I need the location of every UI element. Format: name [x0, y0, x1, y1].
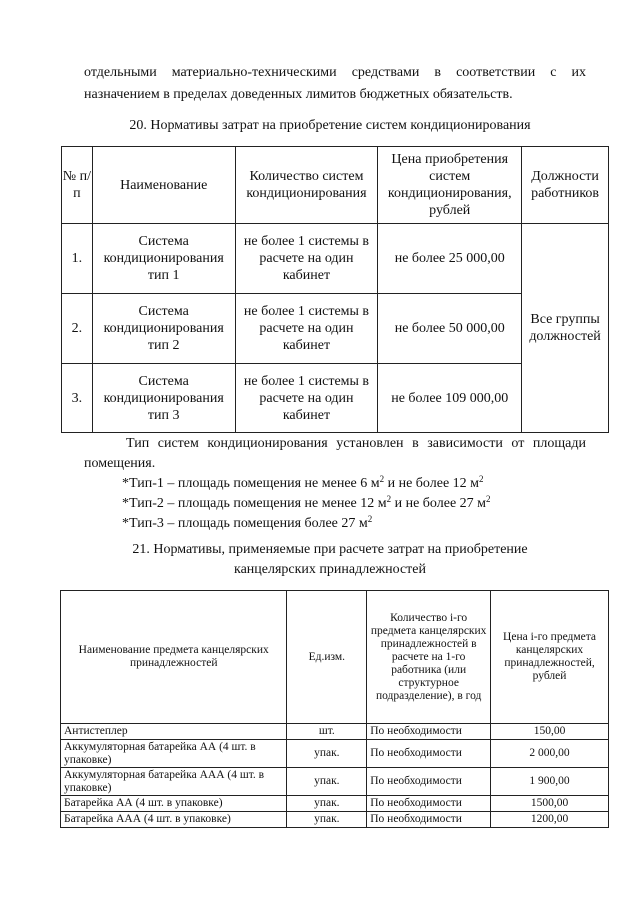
- row-price: не более 25 000,00: [378, 224, 522, 294]
- row-price: не более 50 000,00: [378, 294, 522, 364]
- section-21-title: 21. Нормативы, применяемые при расчете затрат на приобретение канцелярских принадлежностей: [132, 542, 528, 577]
- item-qty: По необходимости: [367, 812, 491, 828]
- header-price: Цена приобретения систем кондиционирования, рублей: [378, 147, 522, 224]
- item-qty: По необходимости: [367, 768, 491, 796]
- header-num: № п/п: [62, 147, 93, 224]
- item-qty: По необходимости: [367, 740, 491, 768]
- header-quantity: Количество i-го предмета канцелярских принадлежностей в расчете на 1-го работника (или структурное подразделение), в год: [367, 591, 491, 724]
- row-num: 3.: [62, 364, 93, 433]
- header-qty: Количество систем кондиционирования: [235, 147, 378, 224]
- item-price: 1200,00: [491, 812, 609, 828]
- row-qty: не более 1 системы в расчете на один кабинет: [235, 224, 378, 294]
- type-1-line: *Тип-1 – площадь помещения не менее 6 $м^2$ и не более 12 $м^2$: [122, 474, 484, 491]
- item-name: Аккумуляторная батарейка АА (4 шт. в упаковке): [61, 740, 287, 768]
- table-row: [61, 768, 609, 796]
- table-header-row: [61, 591, 609, 724]
- row-name: Система кондиционирования тип 3: [92, 364, 235, 433]
- item-unit: шт.: [287, 724, 367, 740]
- item-unit: упак.: [287, 796, 367, 812]
- note-line-1: Тип систем кондиционирования установлен в зависимости от площади: [126, 436, 586, 451]
- section-20-title: 20. Нормативы затрат на приобретение систем кондиционирования: [129, 118, 531, 133]
- header-item-name: Наименование предмета канцелярских принадлежностей: [61, 591, 287, 724]
- air-conditioning-table: [61, 146, 609, 433]
- item-price: 1 900,00: [491, 768, 609, 796]
- table-header-row: [62, 147, 609, 224]
- row-price: не более 109 000,00: [378, 364, 522, 433]
- item-unit: упак.: [287, 740, 367, 768]
- table-row: [62, 224, 609, 294]
- row-qty: не более 1 системы в расчете на один кабинет: [235, 294, 378, 364]
- types-note: [84, 434, 586, 534]
- row-num: 2.: [62, 294, 93, 364]
- item-qty: По необходимости: [367, 724, 491, 740]
- item-price: 2 000,00: [491, 740, 609, 768]
- stationery-table: [60, 590, 609, 828]
- note-line-2: помещения.: [84, 456, 156, 471]
- intro-line-1: отдельными материально-техническими средствами в соответствии с их: [84, 65, 586, 80]
- intro-paragraph: [84, 62, 586, 106]
- item-unit: упак.: [287, 768, 367, 796]
- row-name: Система кондиционирования тип 2: [92, 294, 235, 364]
- row-name: Система кондиционирования тип 1: [92, 224, 235, 294]
- item-price: 150,00: [491, 724, 609, 740]
- table-row: [61, 740, 609, 768]
- item-name: Батарейка АА (4 шт. в упаковке): [61, 796, 287, 812]
- item-qty: По необходимости: [367, 796, 491, 812]
- table-row: [61, 724, 609, 740]
- header-price: Цена i-го предмета канцелярских принадлежностей, рублей: [491, 591, 609, 724]
- type-3-line: *Тип-3 – площадь помещения более 27 $м^2$: [122, 514, 373, 531]
- table-row: [61, 796, 609, 812]
- type-2-line: *Тип-2 – площадь помещения не менее 12 $м^2$ и не более 27 $м^2$: [122, 494, 491, 511]
- table-row: [61, 812, 609, 828]
- header-name: Наименование: [92, 147, 235, 224]
- item-unit: упак.: [287, 812, 367, 828]
- header-positions: Должности работников: [522, 147, 609, 224]
- item-name: Батарейка ААА (4 шт. в упаковке): [61, 812, 287, 828]
- row-num: 1.: [62, 224, 93, 294]
- positions-cell: Все группы должностей: [522, 224, 609, 433]
- row-qty: не более 1 системы в расчете на один кабинет: [235, 364, 378, 433]
- item-name: Антистеплер: [61, 724, 287, 740]
- item-price: 1500,00: [491, 796, 609, 812]
- intro-line-2: назначением в пределах доведенных лимитов бюджетных обязательств.: [84, 87, 513, 102]
- item-name: Аккумуляторная батарейка ААА (4 шт. в упаковке): [61, 768, 287, 796]
- header-unit: Ед.изм.: [287, 591, 367, 724]
